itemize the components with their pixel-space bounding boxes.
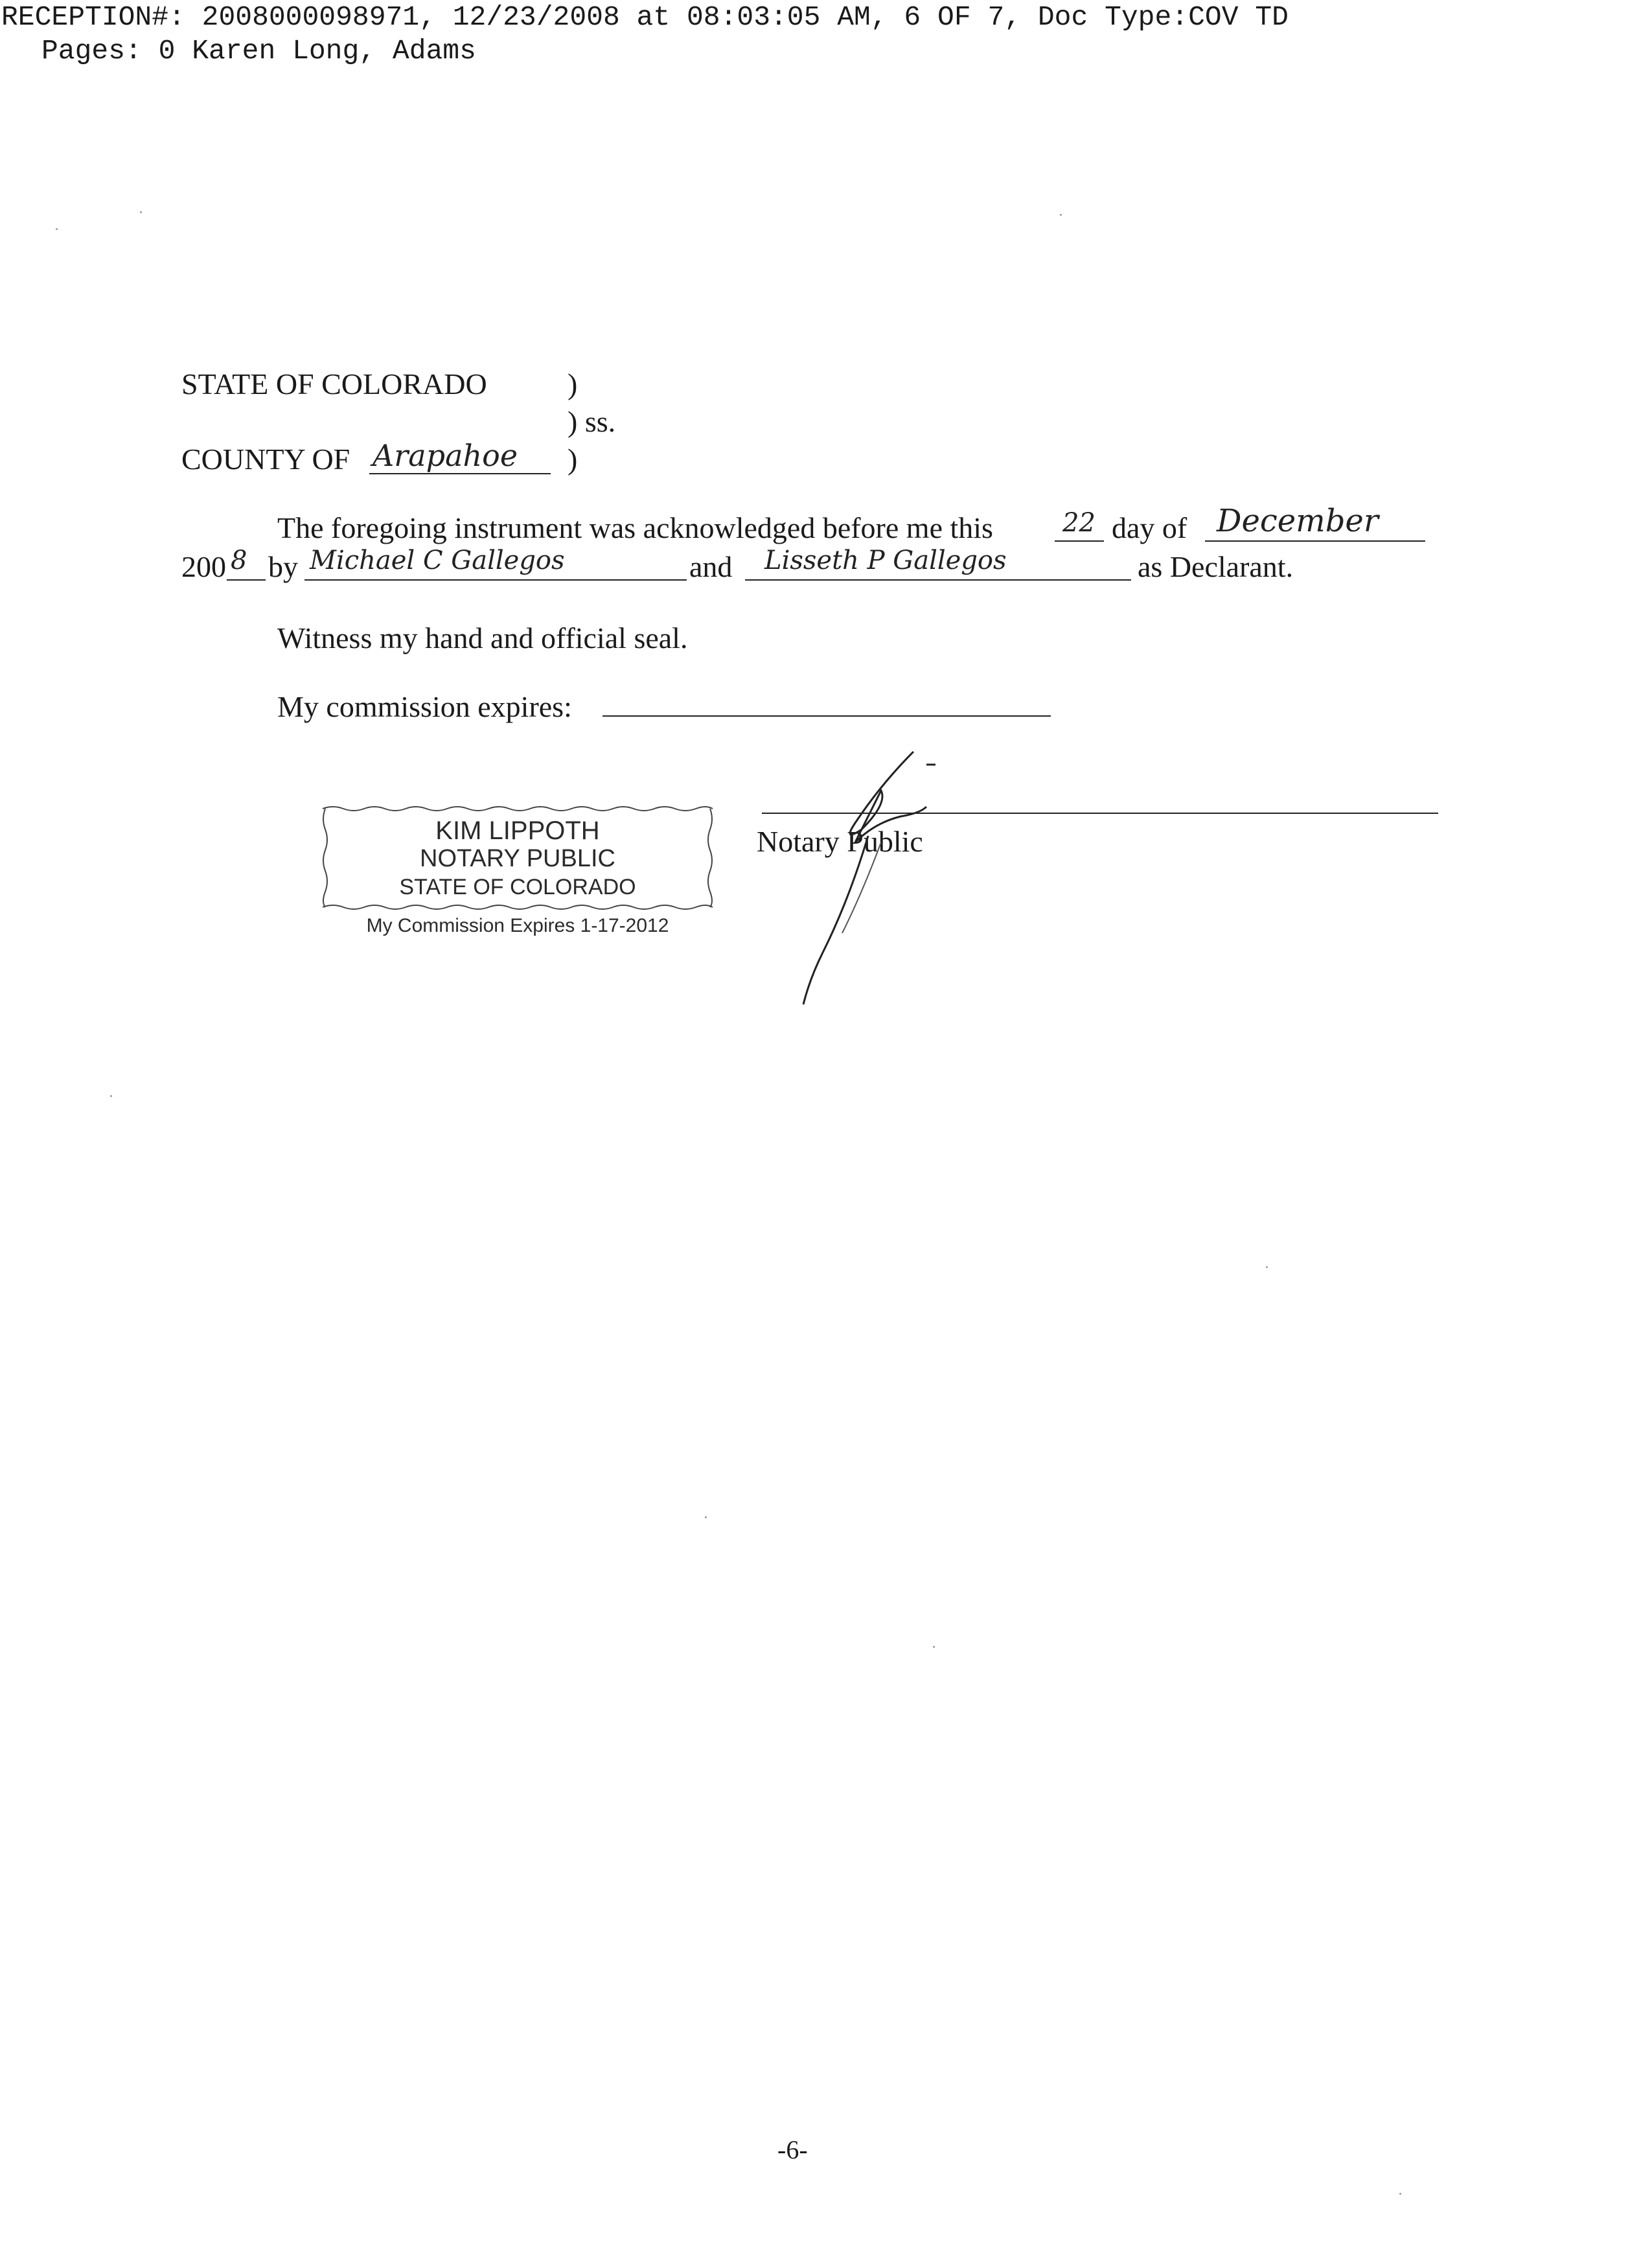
scan-speck [1266,1266,1268,1268]
venue-ss: ) ss. [568,405,616,438]
commission-label: My commission expires: [277,690,572,723]
page-number: -6- [777,2135,808,2164]
ack-name1: Michael C Gallegos [310,546,565,575]
witness-text: Witness my hand and official seal. [277,621,688,654]
scan-speck [1060,214,1062,216]
month-underline [1205,540,1425,542]
scan-speck [1399,2193,1401,2195]
name1-underline [304,579,687,581]
stamp-name: KIM LIPPOTH [435,816,600,845]
ack-and: and [689,550,733,583]
reception-header-line2: Pages: 0 Karen Long, Adams [41,35,476,67]
scan-speck [56,228,58,230]
venue-paren-1: ) [568,367,578,400]
ack-text-b: day of [1112,511,1187,544]
scan-speck [933,1646,935,1648]
county-handwritten: Arapahoe [373,438,518,473]
ack-name2: Lisseth P Gallegos [764,546,1007,575]
state-label: STATE OF COLORADO [181,367,487,400]
county-underline [369,473,551,474]
stamp-expires: My Commission Expires 1-17-2012 [366,915,669,936]
ack-year-digit: 8 [231,546,247,575]
scan-speck [110,1095,112,1097]
county-label: COUNTY OF [181,443,350,476]
reception-header-line1: RECEPTION#: 2008000098971, 12/23/2008 at 08:03:05 AM, 6 OF 7, Doc Type:COV TD [1,1,1289,33]
name2-underline [745,579,1131,581]
notary-public-label: Notary Public [757,825,923,858]
ack-month: December [1217,503,1379,539]
ack-as: as Declarant. [1138,550,1294,583]
scan-speck [140,211,142,213]
scan-speck [705,1516,707,1518]
notary-signature [764,745,998,1017]
commission-underline [602,715,1051,717]
notary-stamp [320,804,715,912]
ack-year-prefix: 200 [181,550,226,583]
ack-day: 22 [1062,508,1096,538]
stamp-title: NOTARY PUBLIC [420,845,615,872]
ack-text-a: The foregoing instrument was acknowledged before me this [277,511,993,544]
year-underline [227,579,266,581]
stamp-state: STATE OF COLORADO [399,875,636,899]
venue-paren-3: ) [568,443,578,476]
day-underline [1055,540,1104,542]
ack-by: by [268,550,298,583]
